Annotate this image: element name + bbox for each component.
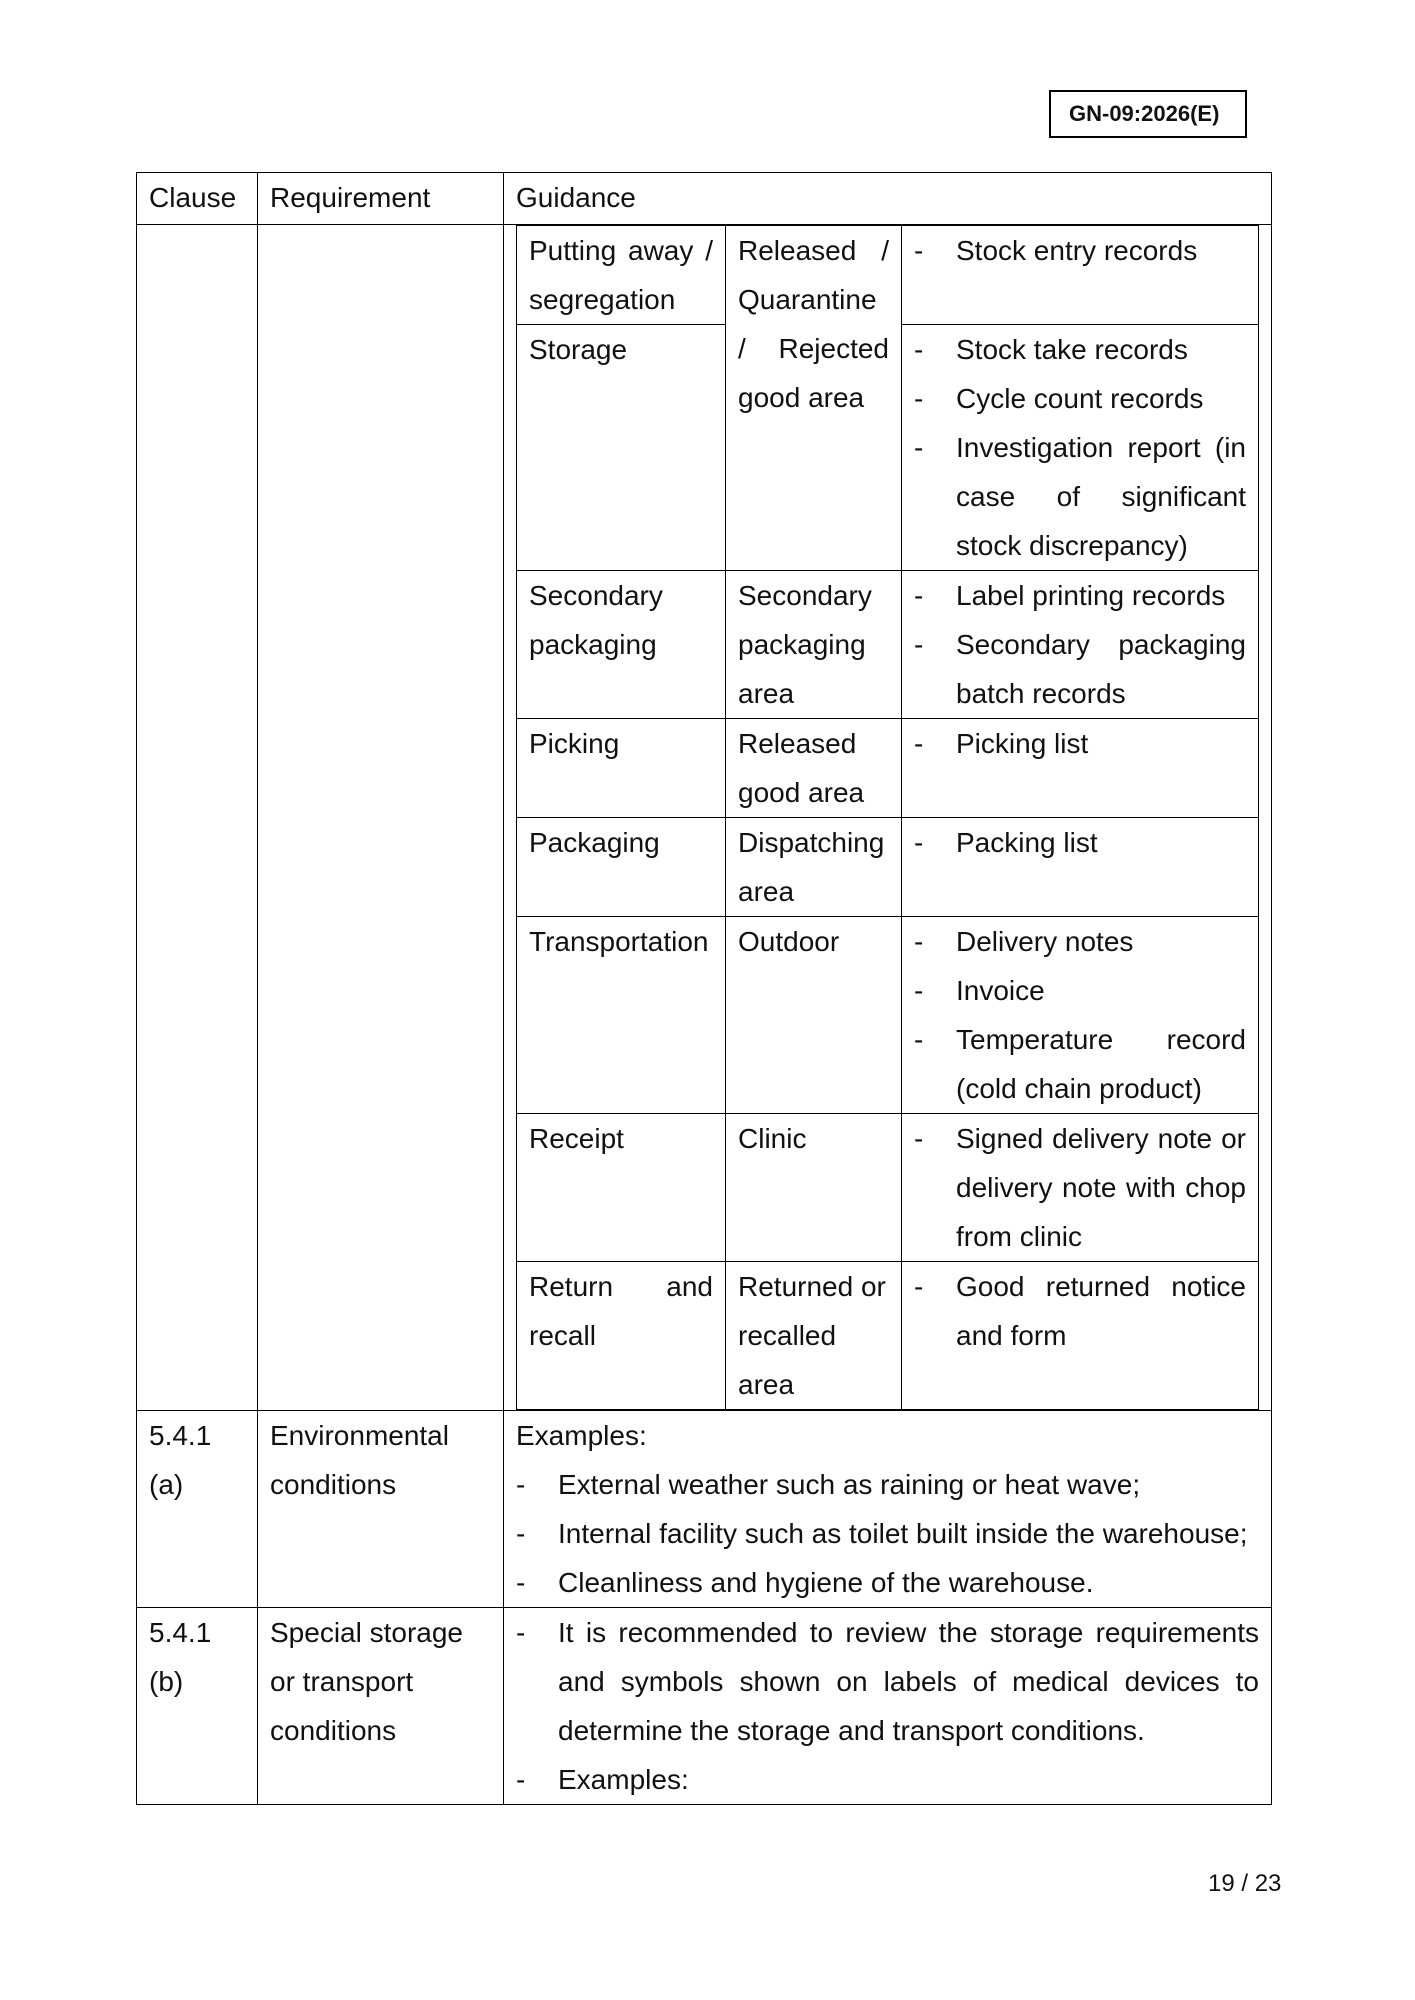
column-header-requirement: Requirement — [258, 173, 504, 225]
area-cell: Released / Quarantine / Rejected good area — [726, 226, 902, 571]
list-item: - Picking list — [914, 719, 1246, 768]
list-item: - Signed delivery note or delivery note with chop from clinic — [914, 1114, 1246, 1261]
list-item: - Stock entry records — [914, 226, 1246, 275]
area-cell: Clinic — [726, 1114, 902, 1262]
table-row — [137, 225, 1272, 1411]
list-item: - Stock take records — [914, 325, 1246, 374]
table-row — [137, 1411, 1272, 1608]
guidance-list — [516, 1608, 1259, 1804]
activity-cell: Storage — [517, 325, 726, 571]
records-list — [914, 226, 1246, 275]
list-item: - Internal facility such as toilet built inside the warehouse; — [516, 1509, 1259, 1558]
activity-cell: Putting away / segregation — [517, 226, 726, 325]
records-list — [914, 1262, 1246, 1360]
activity-cell: Secondary packaging — [517, 571, 726, 719]
records-cell — [902, 719, 1259, 818]
list-item: - Examples: — [516, 1755, 1259, 1804]
records-cell — [902, 818, 1259, 917]
table-row — [517, 1262, 1259, 1410]
page-number: 19 / 23 — [1208, 1870, 1282, 1897]
activity-cell: Return and recall — [517, 1262, 726, 1410]
table-row — [517, 1114, 1259, 1262]
document-id: GN-09:2026(E) — [1049, 90, 1247, 138]
list-item: - Delivery notes — [914, 917, 1246, 966]
list-item: - Packing list — [914, 818, 1246, 867]
guidance-cell — [504, 225, 1272, 1411]
records-list — [914, 719, 1246, 768]
clause-cell — [137, 225, 258, 1411]
list-item: - Cycle count records — [914, 374, 1246, 423]
requirement-cell: Special storage or transport conditions — [258, 1608, 504, 1805]
area-cell: Secondary packaging area — [726, 571, 902, 719]
guidance-list — [516, 1460, 1259, 1607]
records-cell — [902, 226, 1259, 325]
requirement-cell — [258, 225, 504, 1411]
activity-cell: Transportation — [517, 917, 726, 1114]
records-cell — [902, 325, 1259, 571]
records-list — [914, 917, 1246, 1113]
list-item: - Good returned notice and form — [914, 1262, 1246, 1360]
activity-cell: Packaging — [517, 818, 726, 917]
area-cell: Returned or recalled area — [726, 1262, 902, 1410]
records-list — [914, 818, 1246, 867]
list-item: - Temperature record (cold chain product) — [914, 1015, 1246, 1113]
guidance-intro: Examples: — [516, 1420, 647, 1451]
table-row — [517, 917, 1259, 1114]
list-item: - Secondary packaging batch records — [914, 620, 1246, 718]
area-cell: Released good area — [726, 719, 902, 818]
list-item: - It is recommended to review the storage requirements and symbols shown on labels of medical devices to determine the storage and transport conditions. — [516, 1608, 1259, 1755]
requirement-cell: Environmental conditions — [258, 1411, 504, 1608]
records-cell — [902, 1262, 1259, 1410]
activity-cell: Picking — [517, 719, 726, 818]
list-item: - Cleanliness and hygiene of the warehouse. — [516, 1558, 1259, 1607]
records-cell — [902, 1114, 1259, 1262]
clause-cell: 5.4.1 (b) — [137, 1608, 258, 1805]
guidance-cell — [504, 1411, 1272, 1608]
activity-cell: Receipt — [517, 1114, 726, 1262]
area-cell: Outdoor — [726, 917, 902, 1114]
table-row — [517, 226, 1259, 325]
list-item: - Invoice — [914, 966, 1246, 1015]
clause-cell: 5.4.1 (a) — [137, 1411, 258, 1608]
records-cell — [902, 571, 1259, 719]
table-row — [517, 818, 1259, 917]
column-header-guidance: Guidance — [504, 173, 1272, 225]
list-item: - Investigation report (in case of significant stock discrepancy) — [914, 423, 1246, 570]
activity-records-table — [516, 225, 1259, 1410]
guidance-cell — [504, 1608, 1272, 1805]
guidance-table — [136, 172, 1272, 1805]
column-header-clause: Clause — [137, 173, 258, 225]
area-cell: Dispatching area — [726, 818, 902, 917]
table-row — [517, 719, 1259, 818]
table-row — [517, 571, 1259, 719]
records-list — [914, 571, 1246, 718]
table-row — [137, 1608, 1272, 1805]
list-item: - Label printing records — [914, 571, 1246, 620]
list-item: - External weather such as raining or heat wave; — [516, 1460, 1259, 1509]
records-cell — [902, 917, 1259, 1114]
records-list — [914, 325, 1246, 570]
records-list — [914, 1114, 1246, 1261]
